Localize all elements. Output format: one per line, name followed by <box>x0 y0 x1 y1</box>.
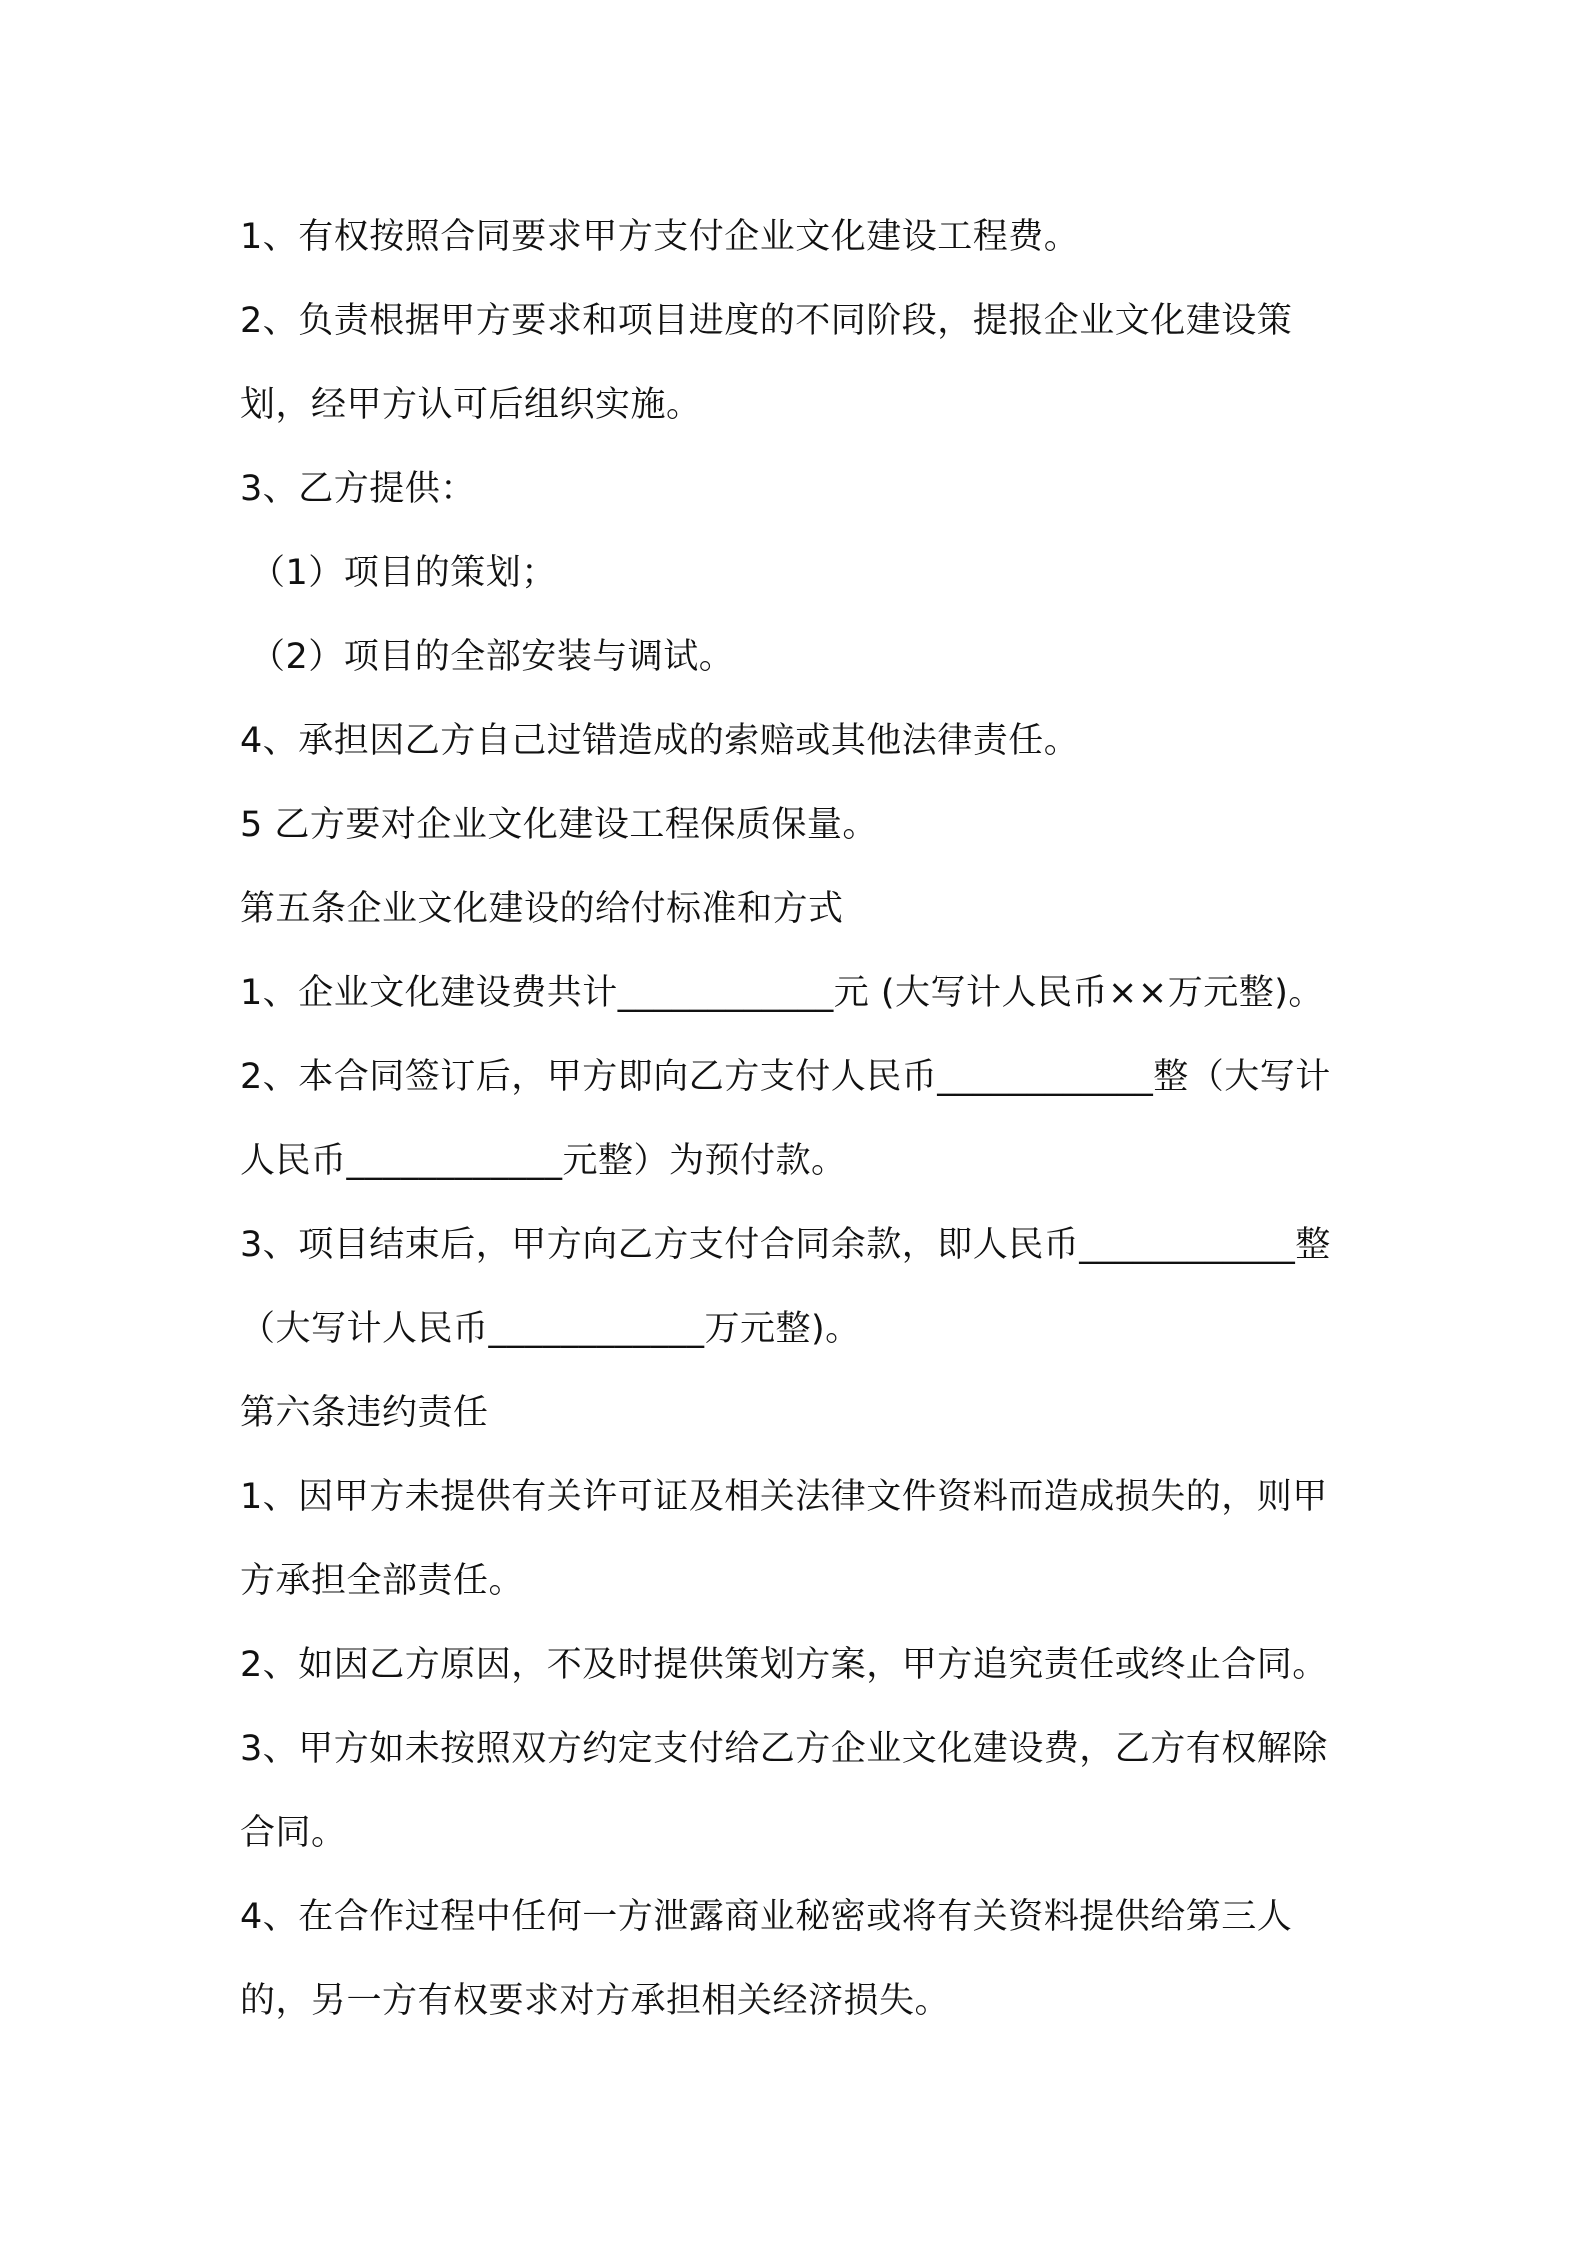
article-5-clause-2: 2、本合同签订后，甲方即向乙方支付人民币____________整（大写计人民币____________元整）为预付款。 <box>240 1057 1331 1181</box>
article-5-heading: 第五条企业文化建设的给付标准和方式 <box>240 889 844 929</box>
clause-b-3: 3、乙方提供： <box>240 469 476 509</box>
document-body <box>240 195 1360 2043</box>
article-6-clause-2: 2、如因乙方原因，不及时提供策划方案，甲方追究责任或终止合同。 <box>240 1645 1328 1685</box>
clause-b-5: 5 乙方要对企业文化建设工程保质保量。 <box>240 805 878 845</box>
clause-b-3-item-1: （1）项目的策划； <box>250 553 557 593</box>
article-5-clause-1: 1、企业文化建设费共计____________元 (大写计人民币××万元整)。 <box>240 973 1324 1013</box>
clause-b-3-item-2: （2）项目的全部安装与调试。 <box>250 637 735 677</box>
clause-b-4: 4、承担因乙方自己过错造成的索赔或其他法律责任。 <box>240 721 1080 761</box>
article-6-clause-1: 1、因甲方未提供有关许可证及相关法律文件资料而造成损失的，则甲方承担全部责任。 <box>240 1477 1328 1601</box>
article-5-clause-3: 3、项目结束后，甲方向乙方支付合同余款，即人民币____________整（大写计人民币____________万元整)。 <box>240 1225 1331 1349</box>
clause-b-2: 2、负责根据甲方要求和项目进度的不同阶段，提报企业文化建设策划，经甲方认可后组织实施。 <box>240 301 1293 425</box>
article-6-heading: 第六条违约责任 <box>240 1393 489 1433</box>
article-6-clause-3: 3、甲方如未按照双方约定支付给乙方企业文化建设费，乙方有权解除合同。 <box>240 1729 1328 1853</box>
article-6-clause-4: 4、在合作过程中任何一方泄露商业秘密或将有关资料提供给第三人的，另一方有权要求对方承担相关经济损失。 <box>240 1897 1293 2021</box>
clause-b-1: 1、有权按照合同要求甲方支付企业文化建设工程费。 <box>240 217 1080 257</box>
